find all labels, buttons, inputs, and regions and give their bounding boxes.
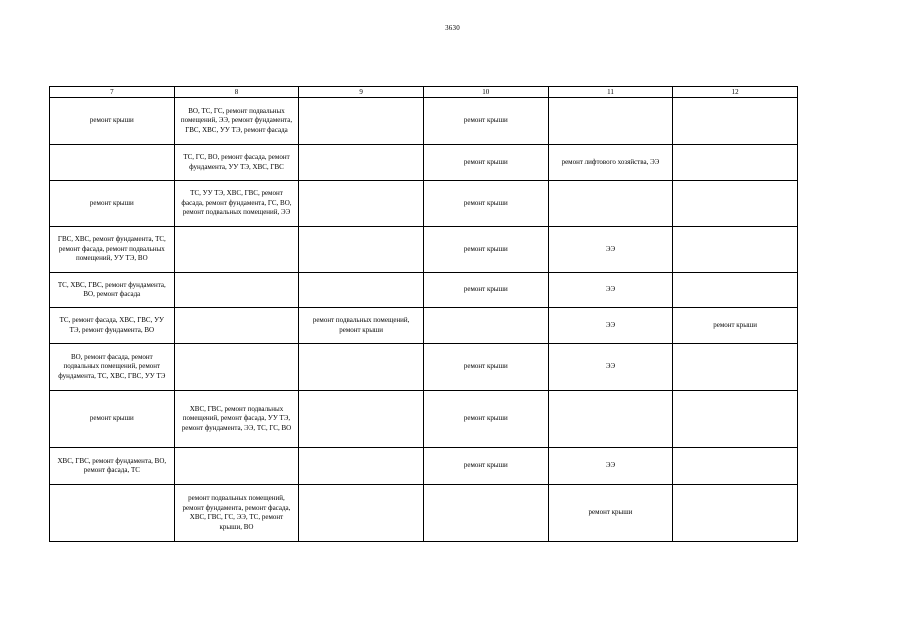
table-cell: ТС, ремонт фасада, ХВС, ГВС, УУ ТЭ, ремонт фундамента, ВО: [50, 308, 175, 344]
table-cell: ВО, ТС, ГС, ремонт подвальных помещений, ЭЭ, ремонт фундамента, ГВС, ХВС, УУ ТЭ, ремонт фасада: [174, 98, 299, 145]
table-cell: [673, 391, 798, 448]
table-cell: [299, 273, 424, 308]
works-table: [49, 86, 798, 542]
table-cell: [548, 391, 673, 448]
table-cell: ремонт крыши: [423, 98, 548, 145]
table-cell: ремонт крыши: [548, 485, 673, 542]
table-cell: ремонт крыши: [423, 273, 548, 308]
table-cell: [548, 98, 673, 145]
table-cell: ремонт крыши: [423, 145, 548, 181]
column-header: 11: [548, 87, 673, 98]
table-cell: ТС, ХВС, ГВС, ремонт фундамента, ВО, ремонт фасада: [50, 273, 175, 308]
table-cell: [174, 227, 299, 273]
table-cell: ВО, ремонт фасада, ремонт подвальных помещений, ремонт фундамента, ТС, ХВС, ГВС, УУ ТЭ: [50, 344, 175, 391]
table-cell: [50, 485, 175, 542]
table-cell: ремонт подвальных помещений, ремонт фундамента, ремонт фасада, ХВС, ГВС, ГС, ЭЭ, ТС, ремонт крыши, ВО: [174, 485, 299, 542]
table-cell: ТС, ГС, ВО, ремонт фасада, ремонт фундамента, УУ ТЭ, ХВС, ГВС: [174, 145, 299, 181]
table-cell: ремонт крыши: [423, 391, 548, 448]
table-row: [50, 448, 798, 485]
table-cell: [299, 448, 424, 485]
table-row: [50, 485, 798, 542]
column-header: 12: [673, 87, 798, 98]
table-cell: [174, 273, 299, 308]
table-row: [50, 273, 798, 308]
table-cell: ЭЭ: [548, 344, 673, 391]
table-cell: [299, 344, 424, 391]
table-cell: [174, 344, 299, 391]
table-cell: ремонт крыши: [50, 181, 175, 227]
table-cell: [673, 448, 798, 485]
table-cell: [673, 145, 798, 181]
table-cell: ТС, УУ ТЭ, ХВС, ГВС, ремонт фасада, ремонт фундамента, ГС, ВО, ремонт подвальных помещений, ЭЭ: [174, 181, 299, 227]
table-row: [50, 308, 798, 344]
table-cell: [673, 485, 798, 542]
column-header: 10: [423, 87, 548, 98]
column-header: 8: [174, 87, 299, 98]
table-cell: ХВС, ГВС, ремонт фундамента, ВО, ремонт фасада, ТС: [50, 448, 175, 485]
table-cell: ЭЭ: [548, 273, 673, 308]
table-cell: [673, 181, 798, 227]
table-cell: [673, 227, 798, 273]
table-cell: ЭЭ: [548, 448, 673, 485]
table-cell: ремонт крыши: [423, 227, 548, 273]
table-cell: [548, 181, 673, 227]
table-cell: [673, 344, 798, 391]
table-row: [50, 391, 798, 448]
column-header: 9: [299, 87, 424, 98]
table-cell: [423, 308, 548, 344]
table-cell: [299, 98, 424, 145]
table-row: [50, 227, 798, 273]
table-cell: ремонт крыши: [673, 308, 798, 344]
table-cell: [174, 308, 299, 344]
table-cell: [299, 391, 424, 448]
table-row: [50, 98, 798, 145]
table-cell: ремонт крыши: [50, 391, 175, 448]
table-cell: ХВС, ГВС, ремонт подвальных помещений, ремонт фасада, УУ ТЭ, ремонт фундамента, ЭЭ, ТС, ГС, ВО: [174, 391, 299, 448]
table-cell: [423, 485, 548, 542]
table-cell: ремонт подвальных помещений, ремонт крыши: [299, 308, 424, 344]
table-cell: [299, 145, 424, 181]
table-cell: [299, 227, 424, 273]
table-cell: [50, 145, 175, 181]
table-cell: ремонт крыши: [50, 98, 175, 145]
table-cell: ЭЭ: [548, 227, 673, 273]
table-cell: ремонт крыши: [423, 344, 548, 391]
table-cell: ремонт крыши: [423, 448, 548, 485]
table-cell: [673, 273, 798, 308]
column-header: 7: [50, 87, 175, 98]
table-row: [50, 181, 798, 227]
table-cell: ремонт крыши: [423, 181, 548, 227]
table-cell: [174, 448, 299, 485]
table-row: [50, 344, 798, 391]
header-row: [50, 87, 798, 98]
table-cell: [299, 485, 424, 542]
table-cell: [299, 181, 424, 227]
table-cell: ГВС, ХВС, ремонт фундамента, ТС, ремонт фасада, ремонт подвальных помещений, УУ ТЭ, ВО: [50, 227, 175, 273]
table-row: [50, 145, 798, 181]
table-cell: ЭЭ: [548, 308, 673, 344]
page-number: 3630: [445, 24, 460, 32]
table-cell: [673, 98, 798, 145]
table-cell: ремонт лифтового хозяйства, ЭЭ: [548, 145, 673, 181]
